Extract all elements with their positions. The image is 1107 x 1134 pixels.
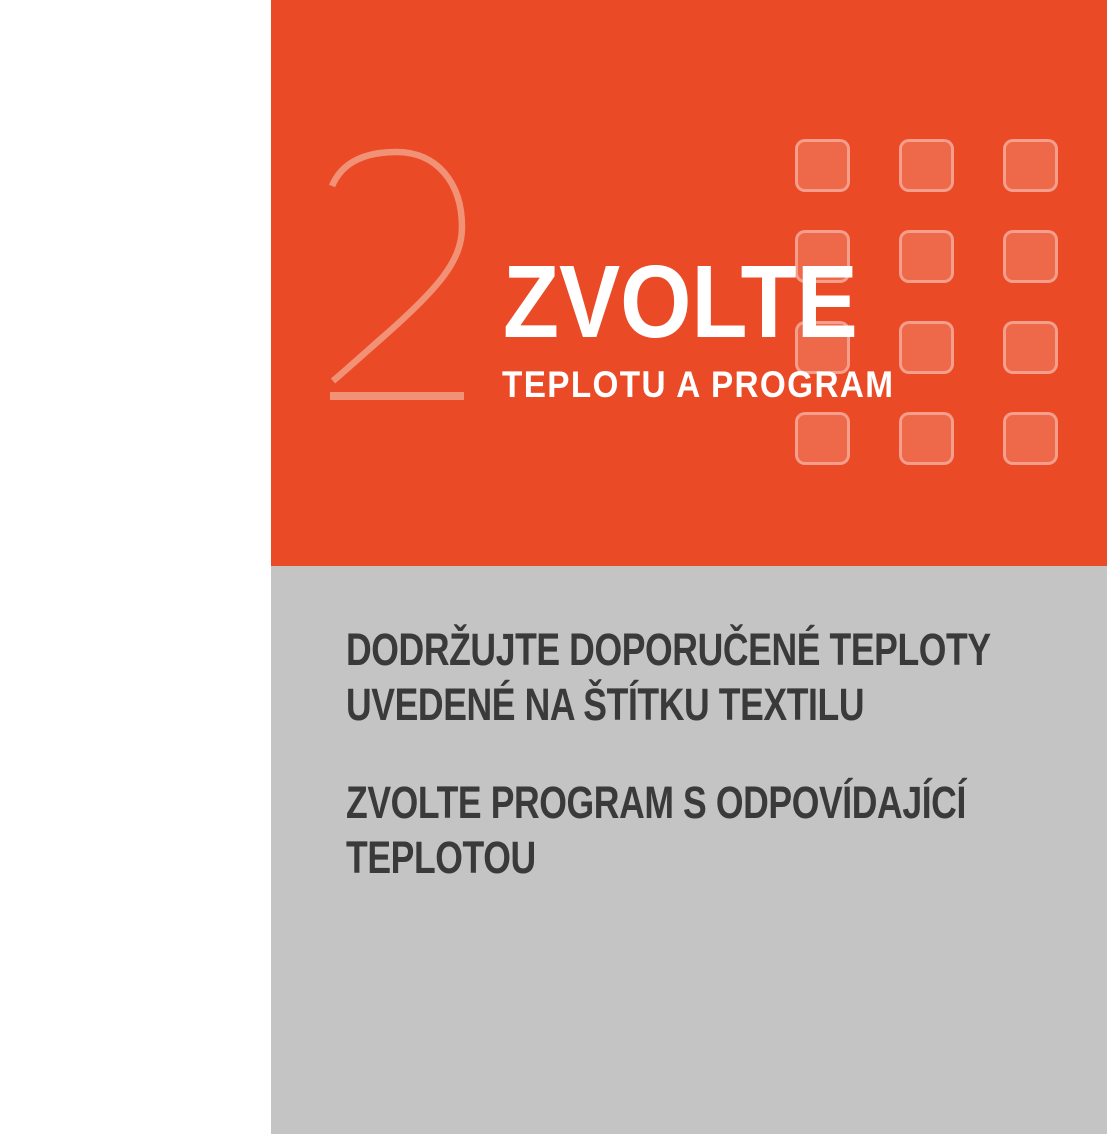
decor-square-icon: [1003, 139, 1058, 192]
page-content: [271, 0, 1107, 1134]
step-header: [271, 0, 1107, 566]
decor-square-icon: [899, 230, 954, 283]
decor-square-icon: [1003, 412, 1058, 465]
step-number-numeral: [328, 148, 466, 402]
instruction-program-selection: ZVOLTE PROGRAM S ODPOVÍDAJÍCÍ TEPLOTOU: [346, 777, 966, 883]
decor-square-icon: [1003, 321, 1058, 374]
decor-square-icon: [899, 321, 954, 374]
instruction-temperature-label: DODRŽUJTE DOPORUČENÉ TEPLOTY UVEDENÉ NA ŠTÍTKU TEXTILU: [346, 624, 991, 730]
decor-square-icon: [795, 139, 850, 192]
decor-square-icon: [899, 139, 954, 192]
decor-square-icon: [795, 412, 850, 465]
decor-square-icon: [1003, 230, 1058, 283]
step-title: ZVOLTE: [503, 244, 858, 359]
step-subtitle: TEPLOTU A PROGRAM: [502, 364, 895, 405]
decor-square-icon: [899, 412, 954, 465]
page-left-margin: [0, 0, 271, 1134]
instructions-section: [271, 566, 1107, 1134]
